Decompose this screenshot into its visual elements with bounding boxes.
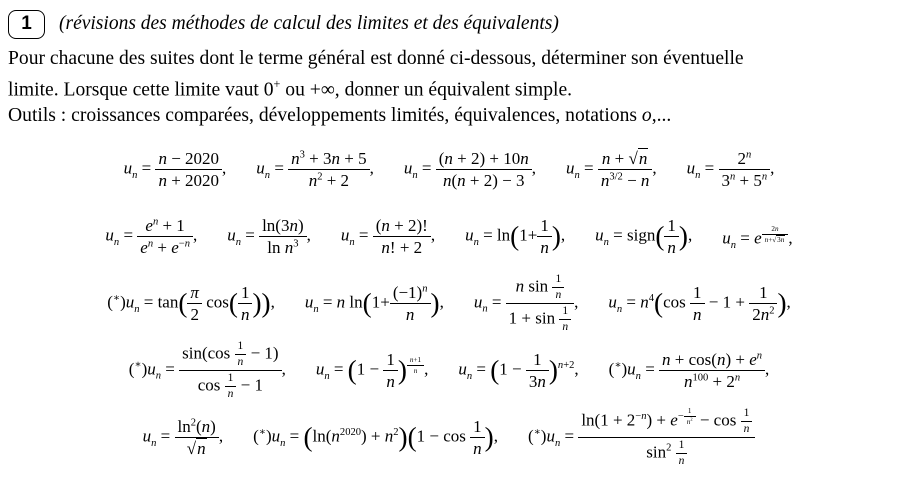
formula: $u_n = (1$ − $\frac{1}{n}$ ) $^{\frac{n+1}{n}}$ , xyxy=(315,350,429,392)
exercise-number-badge: 1 xyxy=(8,10,45,39)
formula: $(^∗)u_n$ = $\ln(1 + 2^{-n}) + e^{- \frac{1}{n^2}}$ − cos $\frac{1}{n}$ $\sin^2$ $\frac{1}{n}$ xyxy=(528,407,755,468)
formula: $u_n$ = $\frac{(n + 2)!}{n! + 2}$ , xyxy=(340,216,436,258)
formula: $u_n = (1$ − $\frac{1}{3n}$ )$^{n+2}$, xyxy=(458,350,579,392)
formula: $u_n$ = $\frac{\ln(3n)}{\ln n^3}$ , xyxy=(227,216,311,258)
exercise-header xyxy=(8,7,890,41)
formula: $u_n = \ln(1+$ $\frac{1}{n}$ ), xyxy=(465,216,566,258)
formula: $u_n = n$ ln(1+ $\frac{(-1)^n}{n}$ ), xyxy=(304,283,444,325)
formula: $u_n$ = sign( $\frac{1}{n}$ ), xyxy=(595,216,693,258)
formula: $u_n = e$ $^{\frac{2n}{n+√3n}}$ , xyxy=(722,224,793,251)
intro-line-1: Pour chacune des suites dont le terme général est donné ci-dessous, déterminer son éventuelle xyxy=(8,48,744,69)
formula: $u_n$ = $\frac{n + √n}{n^{3/2} - n}$ , xyxy=(565,149,657,191)
formula: $u_n$ = $\frac{e^n + 1}{e^n + e^{-n}}$ , xyxy=(105,216,198,258)
formula-list xyxy=(8,136,890,471)
intro-line-3: Outils : croissances comparées, développements limités, équivalences, notations o,... xyxy=(8,104,672,126)
formula: $(^∗)u_n$ = sin(cos $\frac{1}{n}$ − 1) cos $\frac{1}{n}$ − 1 , xyxy=(128,339,286,400)
intro-line-2: limite. Lorsque cette limite vaut 0+ ou +∞, donner un équivalent simple. xyxy=(8,76,573,101)
formula-row-4 xyxy=(8,337,890,404)
formula: $u_n$ = $\frac{2^n}{3^n + 5^n}$ , xyxy=(686,149,775,191)
formula: $(^∗)u_n = \tan$( $\frac{\pi}{2}$ cos( $\frac{1}{n}$ )), xyxy=(107,283,275,325)
formula: $u_n$ = n sin $\frac{1}{n}$ 1 + sin $\frac{1}{n}$ , xyxy=(473,272,579,333)
formula: $u_n$ = $\frac{(n + 2) + 10n}{n(n + 2) - 3}$ , xyxy=(403,149,536,191)
formula-row-3 xyxy=(8,270,890,337)
formula-row-2 xyxy=(8,203,890,270)
formula-row-5 xyxy=(8,404,890,471)
formula: $u_n = n^4(\cos$ $\frac{1}{n}$ − 1 + $\frac{1}{2n^2}$ ), xyxy=(608,283,791,325)
formula: $u_n$ = $\frac{\ln^2(n)}{√n}$ , xyxy=(142,417,224,459)
formula: $(^∗)u_n$ = $\frac{n + \cos(n) + e^n}{n^{100} + 2^n}$ , xyxy=(608,350,770,392)
formula-row-1 xyxy=(8,136,890,203)
exercise-title: (révisions des méthodes de calcul des limites et des équivalents) xyxy=(59,13,559,34)
formula: $u_n$ = $\frac{n - 2020}{n + 2020}$ , xyxy=(123,149,227,191)
intro-paragraph xyxy=(8,46,890,128)
formula: $u_n$ = $\frac{n^3 + 3n + 5}{n^2 + 2}$ , xyxy=(256,149,374,191)
formula: $(^∗)u_n = (\ln(n^{2020}) + n^2)(1 - \cos$ $\frac{1}{n}$ ), xyxy=(253,417,498,459)
